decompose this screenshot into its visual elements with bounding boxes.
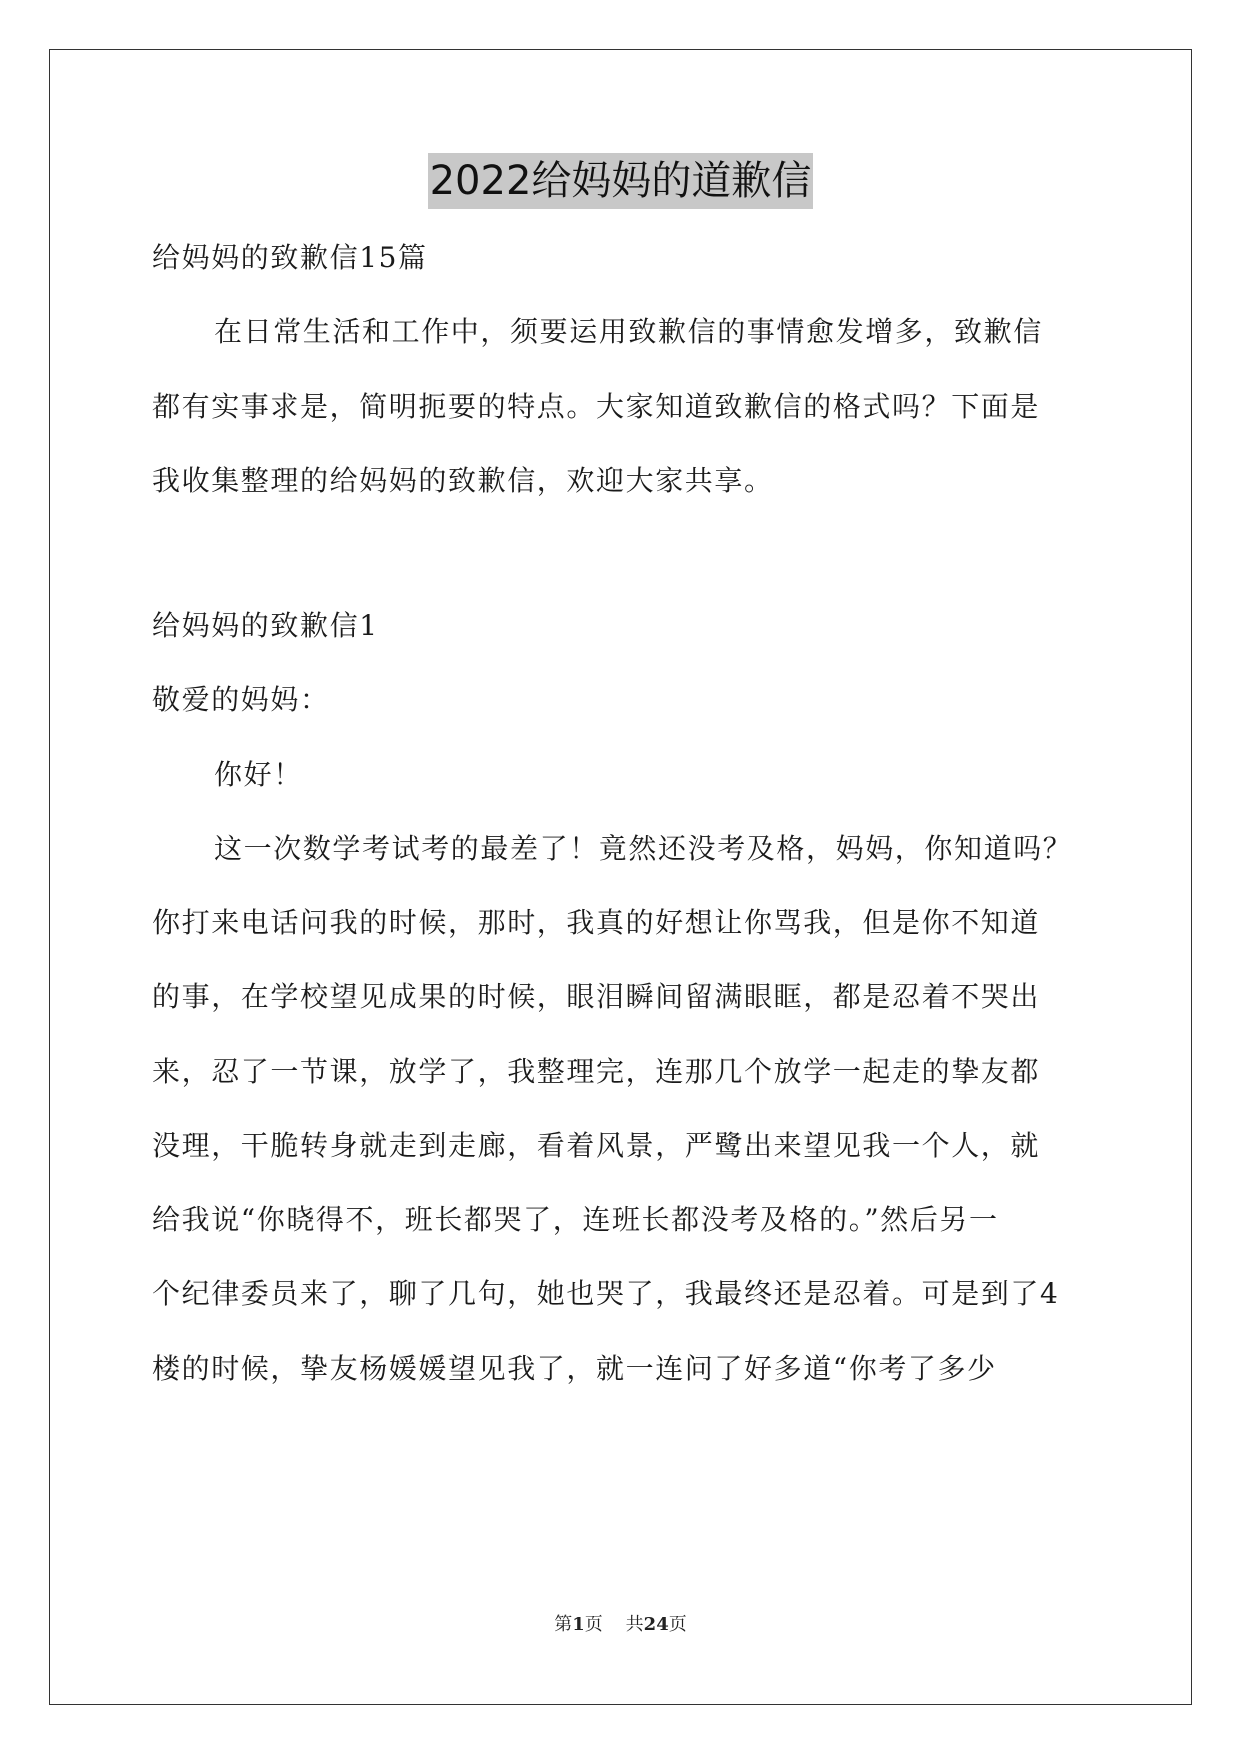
current-page-number: 1 [572,1614,585,1635]
document-title: 2022给妈妈的道歉信 [428,153,814,209]
footer-total-prefix: 共 [625,1614,644,1635]
paragraph-line: 你打来电话问我的时候，那时，我真的好想让你骂我，但是你不知道 [152,906,1041,939]
footer-prefix: 第 [554,1614,573,1635]
footer-page-unit: 页 [584,1614,603,1635]
paragraph-line: 我收集整理的给妈妈的致歉信，欢迎大家共享。 [152,464,774,497]
paragraph-line: 在日常生活和工作中，须要运用致歉信的事情愈发增多，致歉信 [214,315,1043,348]
paragraph-line: 都有实事求是，简明扼要的特点。大家知道致歉信的格式吗？下面是 [152,390,1041,423]
subtitle-line: 给妈妈的致歉信15篇 [152,241,428,274]
page-footer [0,1613,1241,1637]
greeting: 你好！ [214,758,303,791]
paragraph-line: 这一次数学考试考的最差了！竟然还没考及格，妈妈，你知道吗？ [214,832,1073,865]
title-block [0,153,1241,209]
page-border [49,49,1192,1705]
total-page-count: 24 [643,1614,669,1635]
paragraph-line: 没理，干脆转身就走到走廊，看着风景，严鹭出来望见我一个人，就 [152,1129,1041,1162]
section-heading: 给妈妈的致歉信1 [152,609,379,642]
paragraph-line: 个纪律委员来了，聊了几句，她也哭了，我最终还是忍着。可是到了4 [152,1277,1060,1310]
salutation: 敬爱的妈妈： [152,683,330,716]
paragraph-line: 的事，在学校望见成果的时候，眼泪瞬间留满眼眶，都是忍着不哭出 [152,980,1041,1013]
paragraph-line: 来，忍了一节课，放学了，我整理完，连那几个放学一起走的挚友都 [152,1055,1041,1088]
footer-total-unit: 页 [668,1614,687,1635]
paragraph-line: 给我说“你晓得不，班长都哭了，连班长都没考及格的。”然后另一 [152,1203,999,1236]
paragraph-line: 楼的时候，挚友杨媛媛望见我了，就一连问了好多道“你考了多少 [152,1352,997,1385]
